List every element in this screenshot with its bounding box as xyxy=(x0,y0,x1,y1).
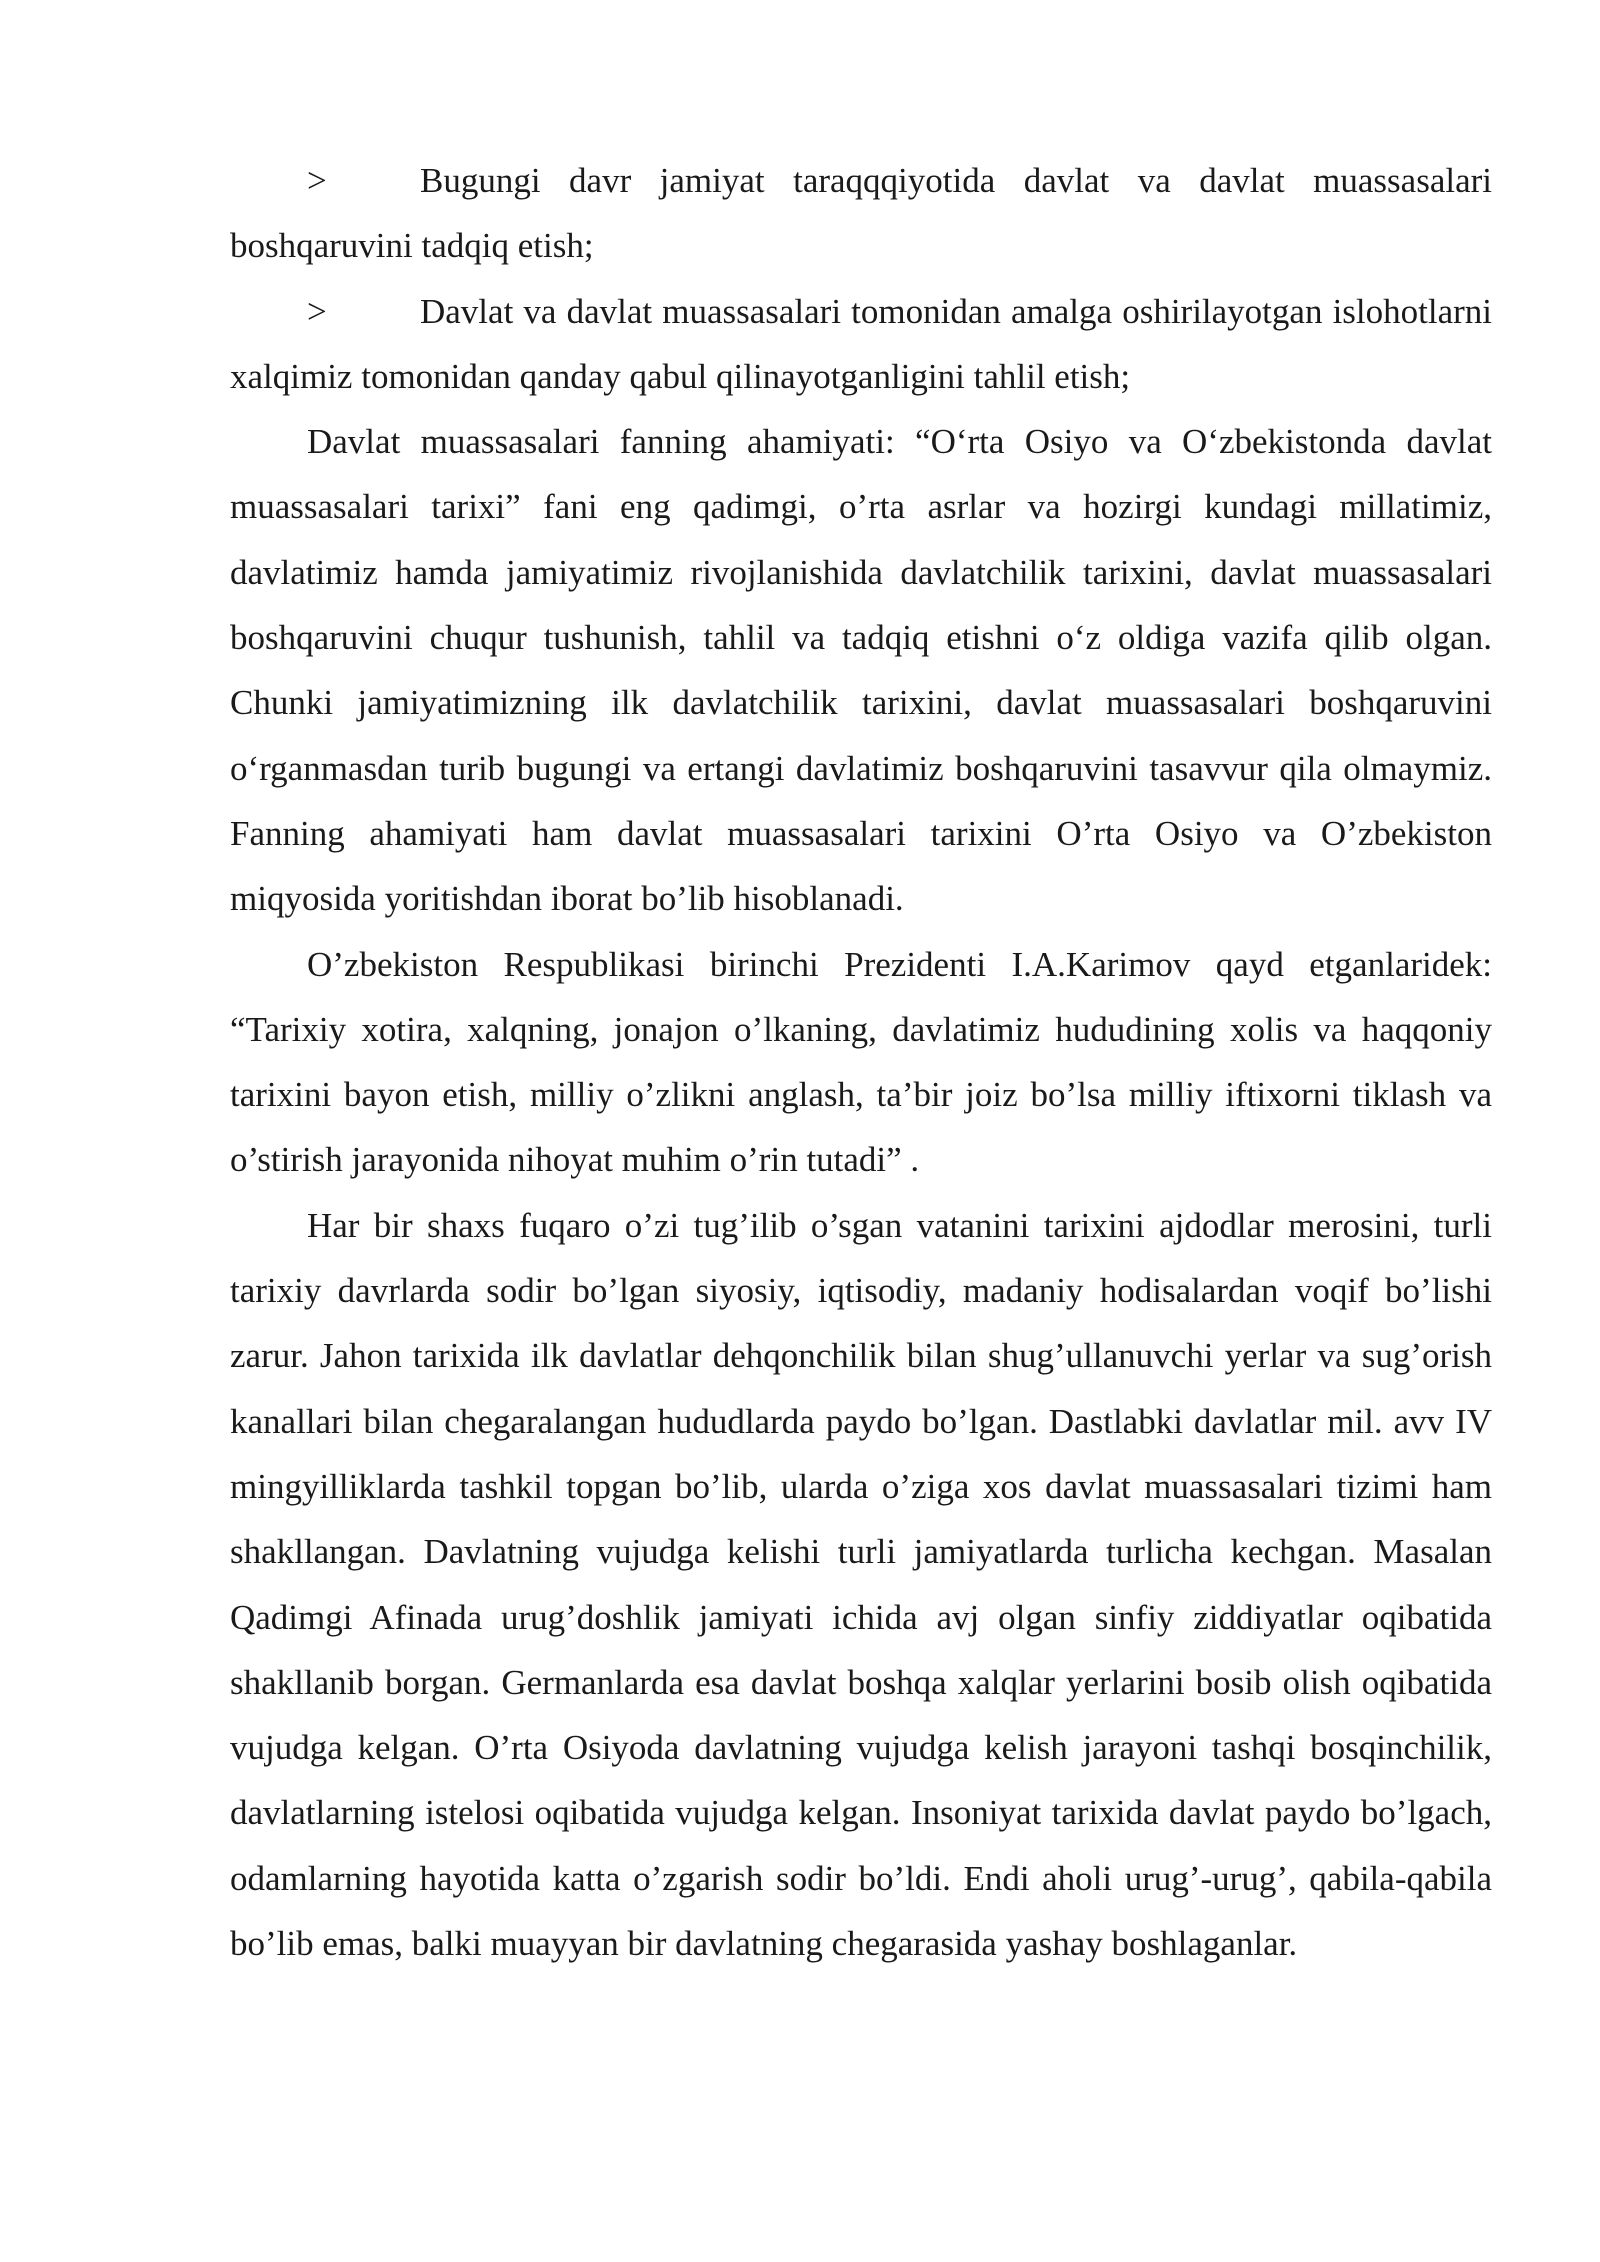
body-paragraph: O’zbekiston Respublikasi birinchi Prezidenti I.A.Karimov qayd etganlaridek: “Tarixiy xotira, xalqning, jonajon o’lkaning, davlatimiz hududining xolis va haqqoniy tarixini bayon etish, milliy o’zlikni anglash, ta’bir joiz bo’lsa milliy iftixorni tiklash va o’stirish jarayonida nihoyat muhim o’rin tutadi” . xyxy=(230,944,1492,1180)
bullet-marker: > xyxy=(307,161,327,200)
bullet-marker: > xyxy=(307,291,327,331)
body-paragraph: Davlat muassasalari fanning ahamiyati: “O‘rta Osiyo va O‘zbekistonda davlat muassasalari tarixi” fani eng qadimgi, o’rta asrlar va hozirgi kundagi millatimiz, davlatimiz hamda jamiyatimiz rivojlanishida davlatchilik tarixini, davlat muassasalari boshqaruvini chuqur tushunish, tahlil va tadqiq etishni o‘z oldiga vazifa qilib olgan. Chunki jamiyatimizning ilk davlatchilik tarixini, davlat muassasalari boshqaruvini o‘rganmasdan turib bugungi va ertangi davlatimiz boshqaruvini tasavvur qila olmaymiz. Fanning ahamiyati ham davlat muassasalari tarixini O’rta Osiyo va O’zbekiston miqyosida yoritishdan iborat bo’lib hisoblanadi. xyxy=(230,422,1492,919)
bullet-text: Davlat va davlat muassasalari tomonidan amalga oshirilayotgan islohotlarni xalqimiz tomonidan qanday qabul qilinayotganligini tahlil etish; xyxy=(230,291,1492,396)
bullet-item xyxy=(230,148,1492,279)
bullet-text: Bugungi davr jamiyat taraqqqiyotida davlat va davlat muassasalari boshqaruvini tadqiq etish; xyxy=(230,161,1492,266)
document-page xyxy=(230,148,1492,1976)
bullet-item xyxy=(230,279,1492,410)
body-paragraph: Har bir shaxs fuqaro o’zi tug’ilib o’sgan vatanini tarixini ajdodlar merosini, turli tarixiy davrlarda sodir bo’lgan siyosiy, iqtisodiy, madaniy hodisalardan voqif bo’lishi zarur. Jahon tarixida ilk davlatlar dehqonchilik bilan shug’ullanuvchi yerlar va sug’orish kanallari bilan chegaralangan hududlarda paydo bo’lgan. Dastlabki davlatlar mil. avv IV mingyilliklarda tashkil topgan bo’lib, ularda o’ziga xos davlat muassasalari tizimi ham shakllangan. Davlatning vujudga kelishi turli jamiyatlarda turlicha kechgan. Masalan Qadimgi Afinada urug’doshlik jamiyati ichida avj olgan sinfiy ziddiyatlar oqibatida shakllanib borgan. Germanlarda esa davlat boshqa xalqlar yerlarini bosib olish oqibatida vujudga kelgan. O’rta Osiyoda davlatning vujudga kelish jarayoni tashqi bosqinchilik, davlatlarning istelosi oqibatida vujudga kelgan. Insoniyat tarixida davlat paydo bo’lgach, odamlarning hayotida katta o’zgarish sodir bo’ldi. Endi aholi urug’-urug’, qabila-qabila bo’lib emas, balki muayyan bir davlatning chegarasida yashay boshlaganlar. xyxy=(230,1205,1492,1964)
